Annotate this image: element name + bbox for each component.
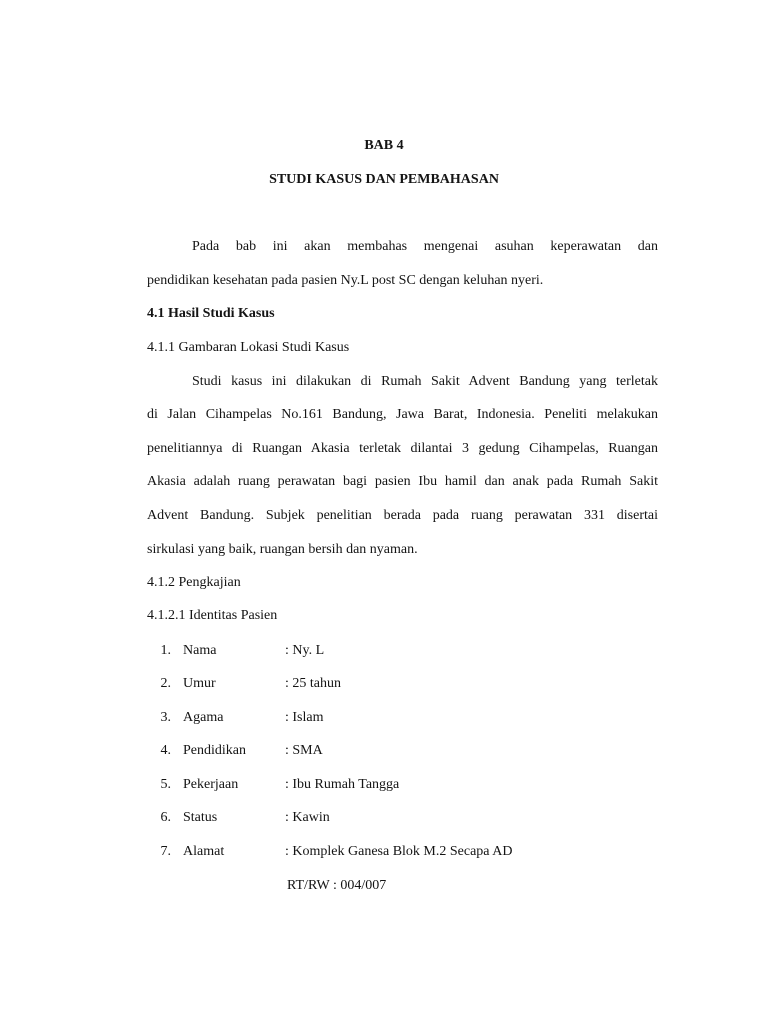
location-line: penelitiannya di Ruangan Akasia terletak dilantai 3 gedung Cihampelas, Ruangan [147,441,658,456]
location-line: Advent Bandung. Subjek penelitian berada pada ruang perawatan 331 disertai [147,508,658,523]
location-line: di Jalan Cihampelas No.161 Bandung, Jawa Barat, Indonesia. Peneliti melakukan [147,407,658,422]
list-number: 1. [160,643,171,658]
section-heading-4-1: 4.1 Hasil Studi Kasus [147,306,275,321]
identity-value: : Ny. L [285,643,325,658]
identity-value: : SMA [285,743,323,758]
list-number: 6. [160,810,171,825]
location-line: Akasia adalah ruang perawatan bagi pasien Ibu hamil dan anak pada Rumah Sakit [147,474,658,489]
identity-label: Nama [183,643,217,658]
list-number: 5. [160,777,171,792]
intro-line: pendidikan kesehatan pada pasien Ny.L post SC dengan keluhan nyeri. [147,273,544,288]
identity-value: : Kawin [285,810,330,825]
chapter-number: BAB 4 [364,138,404,153]
subsection-heading-4-1-2: 4.1.2 Pengkajian [147,575,241,590]
address-continuation: RT/RW : 004/007 [287,878,387,893]
identity-value: : Islam [285,710,324,725]
subsection-heading-4-1-1: 4.1.1 Gambaran Lokasi Studi Kasus [147,340,350,355]
identity-label: Pekerjaan [183,777,239,792]
intro-line: Pada bab ini akan membahas mengenai asuhan keperawatan dan [192,239,658,254]
identity-value: : Komplek Ganesa Blok M.2 Secapa AD [285,844,513,859]
identity-label: Alamat [183,844,225,859]
location-line: sirkulasi yang baik, ruangan bersih dan nyaman. [147,542,418,557]
list-number: 7. [160,844,171,859]
identity-value: : 25 tahun [285,676,341,691]
identity-label: Agama [183,710,224,725]
location-line: Studi kasus ini dilakukan di Rumah Sakit Advent Bandung yang terletak [192,374,658,389]
list-number: 2. [160,676,171,691]
identity-label: Status [183,810,218,825]
list-number: 3. [160,710,171,725]
identity-label: Umur [183,676,216,691]
identity-label: Pendidikan [183,743,246,758]
subsection-heading-4-1-2-1: 4.1.2.1 Identitas Pasien [147,608,278,623]
chapter-title: STUDI KASUS DAN PEMBAHASAN [269,172,499,187]
list-number: 4. [160,743,171,758]
identity-value: : Ibu Rumah Tangga [285,777,400,792]
